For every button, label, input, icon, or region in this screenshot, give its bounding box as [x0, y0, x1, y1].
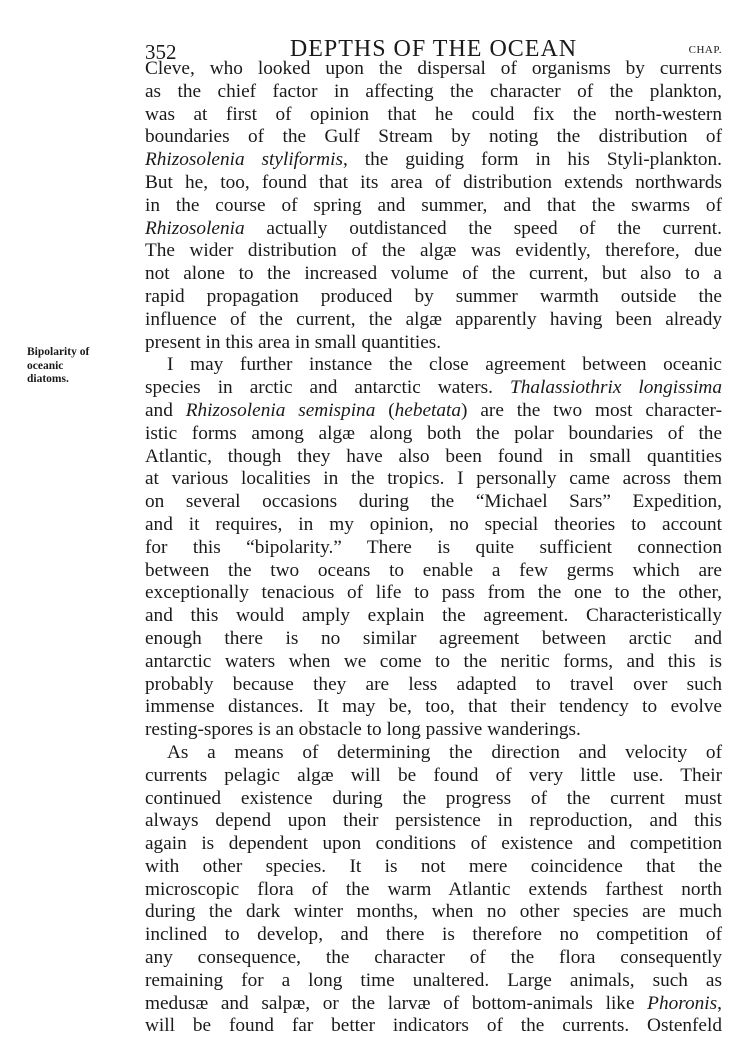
- text-line: [145, 582, 722, 605]
- italic-term: Rhizosolenia styliformis: [145, 149, 343, 171]
- text-line: [145, 446, 722, 469]
- text-run: , the guiding form in his Styli-plankton.: [342, 149, 722, 171]
- text-run: was at first of opinion that he could fix the north-western: [145, 103, 722, 125]
- text-run: during the dark winter months, when no other species are much: [145, 901, 722, 923]
- text-run: The wider distribution of the algæ was evidently, therefore, due: [145, 240, 722, 262]
- text-line: [145, 651, 722, 674]
- text-run: will be found far better indicators of the currents. Ostenfeld: [145, 1015, 722, 1037]
- text-run: always depend upon their persistence in reproduction, and this: [145, 810, 722, 832]
- text-run: again is dependent upon conditions of existence and competition: [145, 833, 722, 855]
- margin-note: [27, 346, 127, 387]
- margin-note-line: Bipolarity of: [27, 346, 90, 358]
- italic-term: hebetata: [394, 399, 462, 421]
- italic-term: Phoronis: [647, 992, 718, 1014]
- text-line: [145, 149, 722, 172]
- page-number: 352: [145, 40, 177, 64]
- text-run: inclined to develop, and there is therefore no competition of: [145, 924, 722, 946]
- text-line: [145, 514, 722, 537]
- text-run: immense distances. It may be, too, that their tendency to evolve: [145, 696, 722, 718]
- text-line: [145, 833, 722, 856]
- text-run: Cleve, who looked upon the dispersal of organisms by currents: [145, 58, 722, 79]
- text-run: as the chief factor in affecting the character of the plankton,: [145, 80, 722, 102]
- text-line: [145, 81, 722, 104]
- text-run: for this “bipolarity.” There is quite sufficient connection: [145, 536, 722, 558]
- text-line: [145, 765, 722, 788]
- text-run: But he, too, found that its area of distribution extends northwards: [145, 171, 722, 193]
- text-run: and this would amply explain the agreement. Characteristically: [145, 605, 722, 627]
- italic-term: Rhizosolenia: [145, 217, 245, 239]
- text-line: [145, 924, 722, 947]
- text-run: medusæ and salpæ, or the larvæ of bottom-animals like: [145, 992, 648, 1014]
- text-line: [145, 901, 722, 924]
- text-run: actually outdistanced the speed of the current.: [244, 217, 722, 239]
- text-line: [145, 628, 722, 651]
- text-run: any consequence, the character of the flora consequently: [145, 947, 722, 969]
- text-run: antarctic waters when we come to the neritic forms, and this is: [145, 650, 722, 672]
- text-line: [145, 58, 722, 81]
- text-run: probably because they are less adapted to travel over such: [145, 673, 722, 695]
- text-run: remaining for a long time unaltered. Large animals, such as: [145, 969, 722, 991]
- text-line: [145, 993, 722, 1016]
- text-run: on several occasions during the “Michael Sars” Expedition,: [145, 491, 722, 513]
- text-line: [145, 810, 722, 833]
- text-run: exceptionally tenacious of life to pass from the one to the other,: [145, 582, 722, 604]
- text-run: and it requires, in my opinion, no special theories to account: [145, 513, 722, 535]
- text-run: influence of the current, the algæ apparently having been already: [145, 308, 722, 330]
- text-run: present in this area in small quantities.: [145, 331, 442, 353]
- text-line: [145, 674, 722, 697]
- text-run: with other species. It is not mere coincidence that the: [145, 855, 722, 877]
- margin-note-line: oceanic: [27, 359, 64, 372]
- chapter-label: CHAP.: [688, 44, 722, 56]
- text-line: [145, 856, 722, 879]
- text-run: As a means of determining the direction and velocity of: [167, 741, 722, 763]
- text-run: species in arctic and antarctic waters.: [145, 377, 510, 399]
- text-run: currents pelagic algæ will be found of very little use. Their: [145, 764, 722, 786]
- text-line: [145, 560, 722, 583]
- italic-term: Rhizosolenia semispina: [185, 399, 376, 421]
- text-line: [145, 332, 722, 355]
- text-line: [145, 537, 722, 560]
- text-run: rapid propagation produced by summer warmth outside the: [145, 285, 722, 307]
- text-run: between the two oceans to enable a few germs which are: [145, 559, 722, 581]
- text-run: microscopic flora of the warm Atlantic extends farthest north: [145, 878, 722, 900]
- italic-term: Thalassiothrix longissima: [509, 377, 722, 399]
- text-line: [145, 104, 722, 127]
- running-title: DEPTHS OF THE OCEAN: [289, 36, 578, 62]
- text-line: [145, 126, 722, 149]
- text-line: [145, 788, 722, 811]
- text-run: not alone to the increased volume of the current, but also to a: [145, 263, 722, 285]
- text-run: ,: [717, 992, 722, 1014]
- text-line: [145, 1015, 722, 1038]
- text-line: [145, 286, 722, 309]
- text-line: [145, 468, 722, 491]
- text-run: ) are the two most character-: [461, 399, 722, 421]
- text-run: I may further instance the close agreement between oceanic: [167, 354, 722, 376]
- text-line: [145, 696, 722, 719]
- text-line: [145, 377, 722, 400]
- text-run: and: [145, 399, 186, 421]
- body-text: [145, 58, 722, 1038]
- text-run: resting-spores is an obstacle to long passive wanderings.: [145, 719, 581, 741]
- text-run: istic forms among algæ along both the polar boundaries of the: [145, 422, 722, 444]
- text-line: [145, 491, 722, 514]
- text-line: [145, 742, 722, 765]
- text-line: [145, 172, 722, 195]
- text-run: Atlantic, though they have also been found in small quantities: [145, 445, 722, 467]
- text-line: [145, 947, 722, 970]
- text-run: continued existence during the progress of the current must: [145, 787, 722, 809]
- text-line: [145, 354, 722, 377]
- text-line: [145, 309, 722, 332]
- margin-note-line: diatoms.: [27, 373, 69, 385]
- text-line: [145, 263, 722, 286]
- text-run: in the course of spring and summer, and that the swarms of: [145, 194, 722, 216]
- text-line: [145, 240, 722, 263]
- text-line: [145, 423, 722, 446]
- text-line: [145, 195, 722, 218]
- text-line: [145, 400, 722, 423]
- text-line: [145, 719, 722, 742]
- text-run: enough there is no similar agreement between arctic and: [145, 627, 722, 649]
- text-run: boundaries of the Gulf Stream by noting the distribution of: [145, 126, 722, 148]
- text-run: at various localities in the tropics. I personally came across them: [145, 468, 722, 490]
- text-line: [145, 970, 722, 993]
- text-run: (: [375, 399, 395, 421]
- text-line: [145, 605, 722, 628]
- text-line: [145, 218, 722, 241]
- text-line: [145, 879, 722, 902]
